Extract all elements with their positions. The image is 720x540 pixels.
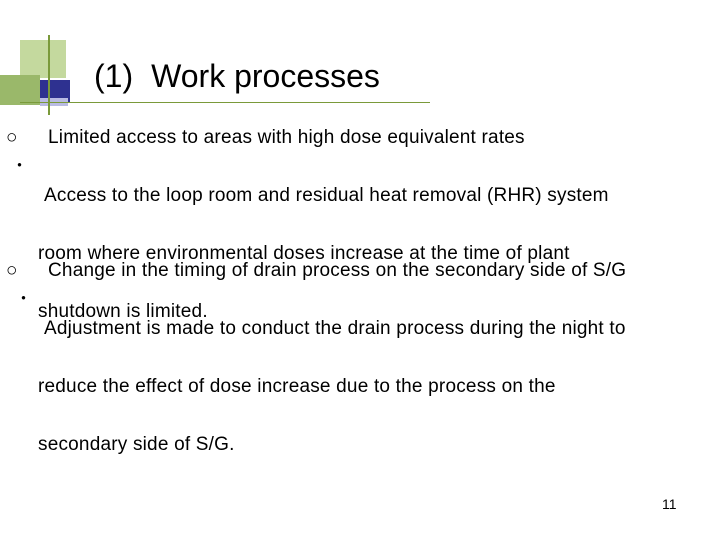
decorative-square-green: [0, 75, 40, 105]
bullet-text: Limited access to areas with high dose equivalent rates: [48, 127, 525, 148]
text-line: room where environmental doses increase at the time of plant: [38, 243, 570, 264]
decorative-square-light-green: [20, 40, 66, 78]
title-number: (1): [94, 58, 134, 94]
title-underline: [20, 102, 430, 103]
dot-bullet-icon: ・: [14, 289, 34, 310]
text-line: Adjustment is made to conduct the drain process during the night to: [44, 318, 626, 339]
decorative-vertical-line: [48, 35, 50, 115]
page-number: 11: [662, 496, 677, 512]
text-line: secondary side of S/G.: [38, 434, 235, 455]
text-line: shutdown is limited.: [38, 301, 208, 322]
title-text: Work processes: [151, 58, 380, 94]
sub-item-text: [38, 285, 708, 488]
circle-bullet-icon: ○: [6, 260, 18, 281]
text-line: Access to the loop room and residual heat removal (RHR) system: [44, 185, 609, 206]
text-line: reduce the effect of dose increase due to the process on the: [38, 376, 556, 397]
bullet-text: Change in the timing of drain process on the secondary side of S/G: [48, 260, 627, 281]
dot-bullet-icon: ・: [10, 156, 30, 177]
circle-bullet-icon: ○: [6, 127, 18, 148]
slide-title: [94, 56, 380, 96]
